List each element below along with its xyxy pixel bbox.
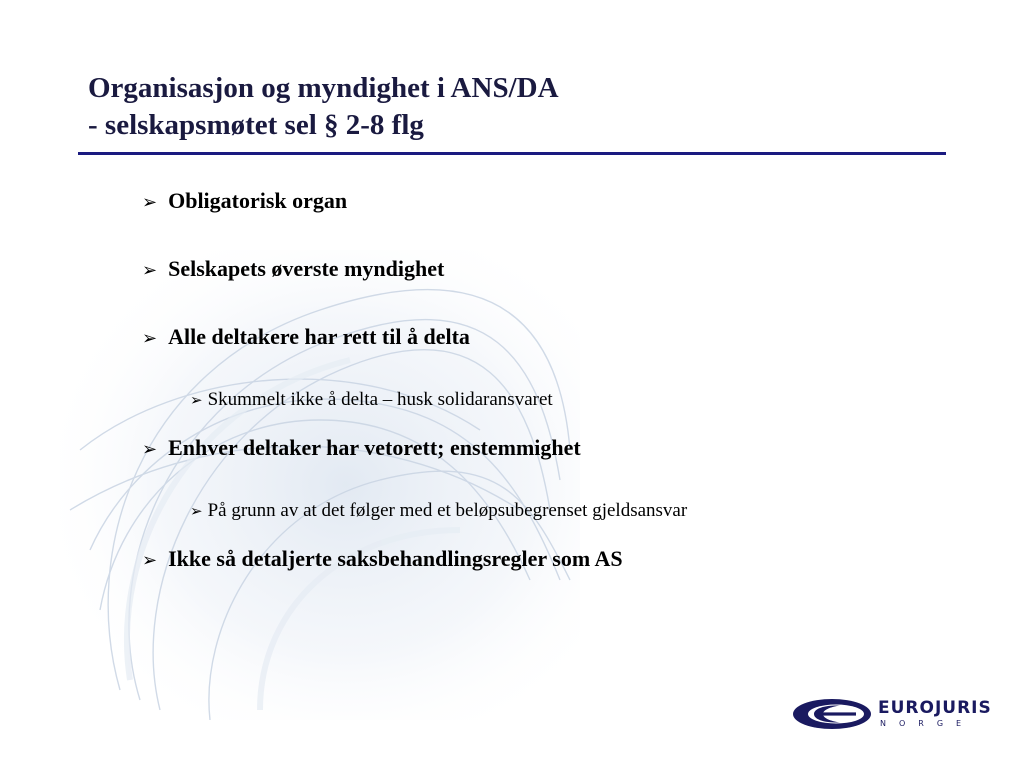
arrow-bullet-icon: ➢ xyxy=(142,260,158,281)
arrow-bullet-icon: ➢ xyxy=(190,502,203,520)
bullet-text: Ikke så detaljerte saksbehandlingsregler som AS xyxy=(168,546,623,571)
title-line-1: Organisasjon og myndighet i ANS/DA xyxy=(88,72,559,104)
arrow-bullet-icon: ➢ xyxy=(142,439,158,460)
title-line-2: - selskapsmøtet sel § 2-8 flg xyxy=(88,109,424,141)
bullet-item xyxy=(142,324,470,350)
bullet-item xyxy=(142,546,623,572)
eurojuris-logo xyxy=(792,696,992,736)
logo-subtitle: NORGE xyxy=(880,719,975,728)
bullet-item xyxy=(142,188,347,214)
arrow-bullet-icon: ➢ xyxy=(190,391,203,409)
sub-bullet-item xyxy=(190,389,553,411)
logo-wordmark: EUROJURIS xyxy=(878,698,992,718)
arrow-bullet-icon: ➢ xyxy=(142,192,158,213)
arrow-bullet-icon: ➢ xyxy=(142,550,158,571)
bullet-text: Enhver deltaker har vetorett; enstemmighet xyxy=(168,435,581,460)
sub-bullet-text: På grunn av at det følger med et beløpsubegrenset gjeldsansvar xyxy=(207,500,688,521)
bullet-item xyxy=(142,435,581,461)
bullet-text: Selskapets øverste myndighet xyxy=(168,256,445,281)
bullet-item xyxy=(142,256,444,282)
arrow-bullet-icon: ➢ xyxy=(142,328,158,349)
sub-bullet-text: Skummelt ikke å delta – husk solidaransvaret xyxy=(207,389,553,410)
eurojuris-logo-mark-icon xyxy=(792,698,874,730)
sub-bullet-item xyxy=(190,500,687,522)
bullet-text: Obligatorisk organ xyxy=(168,188,348,213)
bullet-text: Alle deltakere har rett til å delta xyxy=(168,324,470,349)
